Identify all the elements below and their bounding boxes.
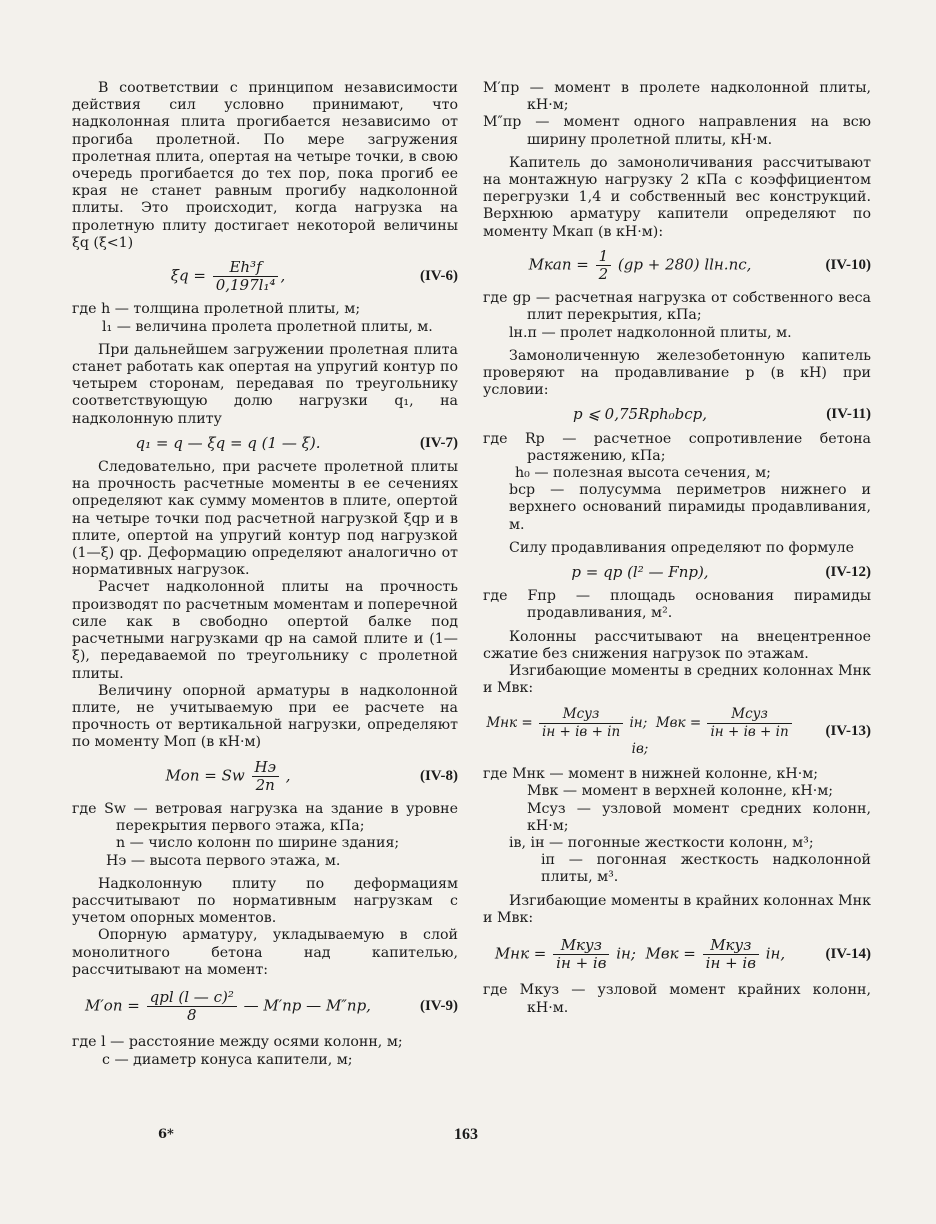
definition: где Rр — расчетное сопротивление бетона растяжению, кПа; [483, 430, 871, 464]
signature-mark: 6* [158, 1127, 174, 1142]
right-column [483, 80, 871, 1019]
paragraph: Надколонную плиту по деформациям рассчитывают по нормативным нагрузкам с учетом опорных моментов. [72, 875, 458, 927]
paragraph: Колонны рассчитывают на внецентренное сжатие без снижения нагрузок по этажам. [483, 628, 871, 662]
page-number: 163 [454, 1126, 478, 1143]
definition: c — диаметр конуса капители, м; [102, 1051, 353, 1068]
definitions [483, 982, 871, 1016]
definitions [483, 588, 871, 622]
equation-iv-7: q₁ = q — ξq = q (1 — ξ). (IV-7) [135, 433, 458, 452]
equation-number: (IV-10) [825, 256, 871, 273]
equation-number: (IV-14) [825, 946, 871, 963]
definition: bср — полусумма периметров нижнего и верхнего оснований пирамиды продавливания, м. [509, 482, 871, 533]
definition: где gр — расчетная нагрузка от собственного веса плит перекрытия, кПа; [483, 290, 871, 324]
definitions [72, 801, 458, 870]
definitions [72, 1034, 458, 1068]
paragraph: Изгибающие моменты в крайних колоннах Mнк и Mвк: [483, 892, 871, 926]
definition: где Sw — ветровая нагрузка на здание в уровне перекрытия первого этажа, кПа; [72, 800, 458, 835]
definition: где Mнк — момент в нижней колонне, кН·м; [483, 766, 819, 783]
paragraph: Расчет надколонной плиты на прочность производят по расчетным моментам и поперечной силе как в свободно опертой балке под расчетными нагрузками qр на самой плите и (1—ξ), передаваемой по треугольнику с пролетной плиты. [72, 579, 458, 682]
definition: M′пр — момент в пролете надколонной плиты, кН·м; [483, 80, 871, 114]
definitions [72, 301, 458, 335]
equation-iv-10: Mкап = $\frac{1}{2}$ (gр + 280) llн.пc, (IV-10) [528, 246, 871, 284]
paragraph: Опорную арматуру, укладываемую в слой монолитного бетона над капителью, рассчитывают на момент: [72, 927, 458, 978]
definition: где Mкуз — узловой момент крайних колонн, кН·м. [483, 982, 871, 1016]
equation-iv-11: p ⩽ 0,75Rрh₀bср, (IV-11) [572, 405, 871, 424]
equation-iv-9: M′оп = $\frac{\text{qрl (l — c)²}}{8}$ — M′пр — M″пр, (IV-9) [85, 987, 458, 1025]
definition: h₀ — полезная высота сечения, м; [515, 465, 771, 482]
definition: lн.п — пролет надколонной плиты, м. [509, 324, 792, 341]
paragraph: Силу продавливания определяют по формуле [509, 539, 855, 556]
equation-iv-14: Mнк = $\frac{\text{Mкуз}}{iн + iв}$ iн; Mвк = $\frac{\text{Mкуз}}{iн + iв}$ iн, (IV-14) [494, 935, 871, 973]
paragraph: Величину опорной арматуры в надколонной плите, не учитываемую при ее расчете на прочность от вертикальной нагрузки, определяют по моменту Mоп (в кН·м) [72, 682, 458, 751]
paragraph: Капитель до замоноличивания рассчитывают на монтажную нагрузку 2 кПа с коэффициентом перегрузки 1,4 и собственный вес конструкций. Верхнюю арматуру капители определяют по моменту Mкап (в кН·м): [483, 154, 871, 240]
paragraph: Следовательно, при расчете пролетной плиты на прочность расчетные моменты в ее сечениях определяют как сумму моментов в плите, опертой на четыре точки под расчетной нагрузкой ξqр и в плите, опертой на упругий контур под нагрузкой (1—ξ) qр. Деформацию определяют аналогично от нормативных нагрузок. [72, 459, 458, 579]
definition: M″пр — момент одного направления на всю ширину пролетной плиты, кН·м. [483, 114, 871, 148]
definition: iп — погонная жесткость надколонной плиты, м³. [541, 852, 871, 886]
definition: l₁ — величина пролета пролетной плиты, м. [102, 318, 433, 335]
definition: Hэ — высота первого этажа, м. [106, 852, 341, 869]
equation-number: (IV-11) [826, 406, 871, 423]
definition: n — число колонн по ширине здания; [116, 835, 400, 852]
equation-number: (IV-8) [419, 767, 458, 784]
equation-number: (IV-6) [419, 268, 458, 285]
definitions [483, 766, 871, 886]
equation-number: (IV-12) [825, 564, 871, 581]
left-column [72, 80, 458, 1071]
definition: где h — толщина пролетной плиты, м; [72, 301, 361, 318]
definition: Mвк — момент в верхней колонне, кН·м; [527, 783, 834, 800]
definitions [483, 431, 871, 534]
equation-iv-13: Mнк = $\frac{\text{Mсуз}}{iн + iв + iп}$ iн; Mвк = $\frac{\text{Mсуз}}{iн + iв + iп}$ iв; (IV-13) [486, 705, 871, 757]
definition: где l — расстояние между осями колонн, м; [72, 1034, 403, 1051]
equation-number: (IV-7) [419, 434, 458, 451]
paragraph: В соответствии с принципом независимости действия сил условно принимают, что надколонная плита прогибается независимо от прогиба пролетной. По мере загружения пролетная плита, опертая на четыре точки, в свою очередь прогибается до тех пор, пока прогиб ее края не станет равным прогибу надколонной плиты. Это происходит, когда нагрузка на пролетную плиту достигает некоторой величины ξq (ξ<1) [72, 80, 458, 251]
definition: Mсуз — узловой момент средних колонн, кН·м; [527, 800, 871, 834]
definition: iв, iн — погонные жесткости колонн, м³; [509, 834, 814, 851]
equation-iv-6: ξq = $\frac{\text{Eh³f}}{\text{0,197l₁⁴}}$ , (IV-6) [170, 258, 458, 295]
paragraph: При дальнейшем загружении пролетная плита станет работать как опертая на упругий контур по четырем сторонам, передавая по треугольнику соответствующую долю нагрузки q₁, на надколонную плиту [72, 341, 458, 427]
definitions [483, 80, 871, 149]
paragraph: Замоноличенную железобетонную капитель проверяют на продавливание p (в кН) при условии: [483, 347, 871, 399]
equation-iv-8: Mоп = Sw $\frac{Hэ}{2n}$ , (IV-8) [165, 757, 458, 794]
equation-iv-12: p = qр (l² — Fпр), (IV-12) [571, 563, 871, 582]
equation-number: (IV-13) [825, 723, 871, 740]
definitions [483, 290, 871, 342]
equation-number: (IV-9) [419, 998, 458, 1015]
definition: где Fпр — площадь основания пирамиды продавливания, м². [483, 588, 871, 622]
paragraph: Изгибающие моменты в средних колоннах Mнк и Mвк: [483, 663, 871, 697]
